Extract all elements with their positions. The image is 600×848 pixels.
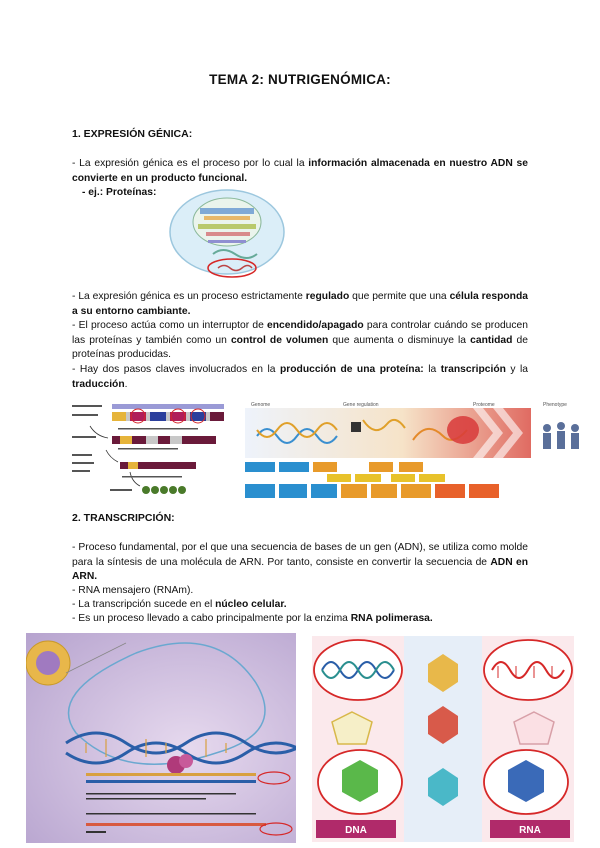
section1-paragraph-1: - La expresión génica es el proceso por lo cual la información almacenada en nuestro ADN se convierte en un producto funcional. — [72, 158, 528, 184]
section1-example: - ej.: Proteínas: — [82, 187, 157, 198]
flow-label-phenotype: Phenotype — [543, 402, 567, 408]
flow-label-genome: Genome — [251, 402, 271, 408]
dna-vs-rna-figure — [312, 636, 574, 842]
section2-heading: 2. TRANSCRIPCIÓN: — [72, 512, 175, 524]
gene-structure-figure — [70, 400, 230, 500]
section1-paragraph-4: - Hay dos pasos claves involucrados en la producción de una proteína: la transcripción y la traducción. — [72, 364, 528, 390]
rna-label: RNA — [519, 825, 541, 836]
section1-heading: 1. EXPRESIÓN GÉNICA: — [72, 128, 193, 140]
page-title: TEMA 2: NUTRIGENÓMICA: — [209, 72, 391, 87]
genome-to-phenotype-figure — [243, 400, 588, 500]
dna-label: DNA — [345, 825, 367, 836]
section2-paragraph-1: - Proceso fundamental, por el que una secuencia de bases de un gen (ADN), se utiliza como molde para la síntesis de una molécula de ARN. Por tanto, consiste en convertir la secuencia de ADN en ARN. — [72, 542, 528, 583]
protein-expression-figure — [168, 188, 286, 284]
section2-paragraph-3: - La transcripción sucede en el núcleo celular. — [72, 599, 287, 610]
flow-label-gene-regulation: Gene regulation — [343, 402, 379, 408]
section1-paragraph-2: - La expresión génica es un proceso estrictamente regulado que permite que una célula responda a su entorno cambiante. — [72, 291, 528, 317]
section2-paragraph-4: - Es un proceso llevado a cabo principalmente por la enzima RNA polimerasa. — [72, 613, 433, 624]
section2-paragraph-2: - RNA mensajero (RNAm). — [72, 585, 194, 596]
section1-paragraph-3: - El proceso actúa como un interruptor de encendido/apagado para controlar cuándo se producen las proteínas y también como un control de volumen que aumenta o disminuye la cantidad de proteínas producidas. — [72, 320, 528, 361]
flow-label-proteome: Proteome — [473, 402, 495, 408]
transcription-nucleus-figure — [26, 633, 296, 843]
